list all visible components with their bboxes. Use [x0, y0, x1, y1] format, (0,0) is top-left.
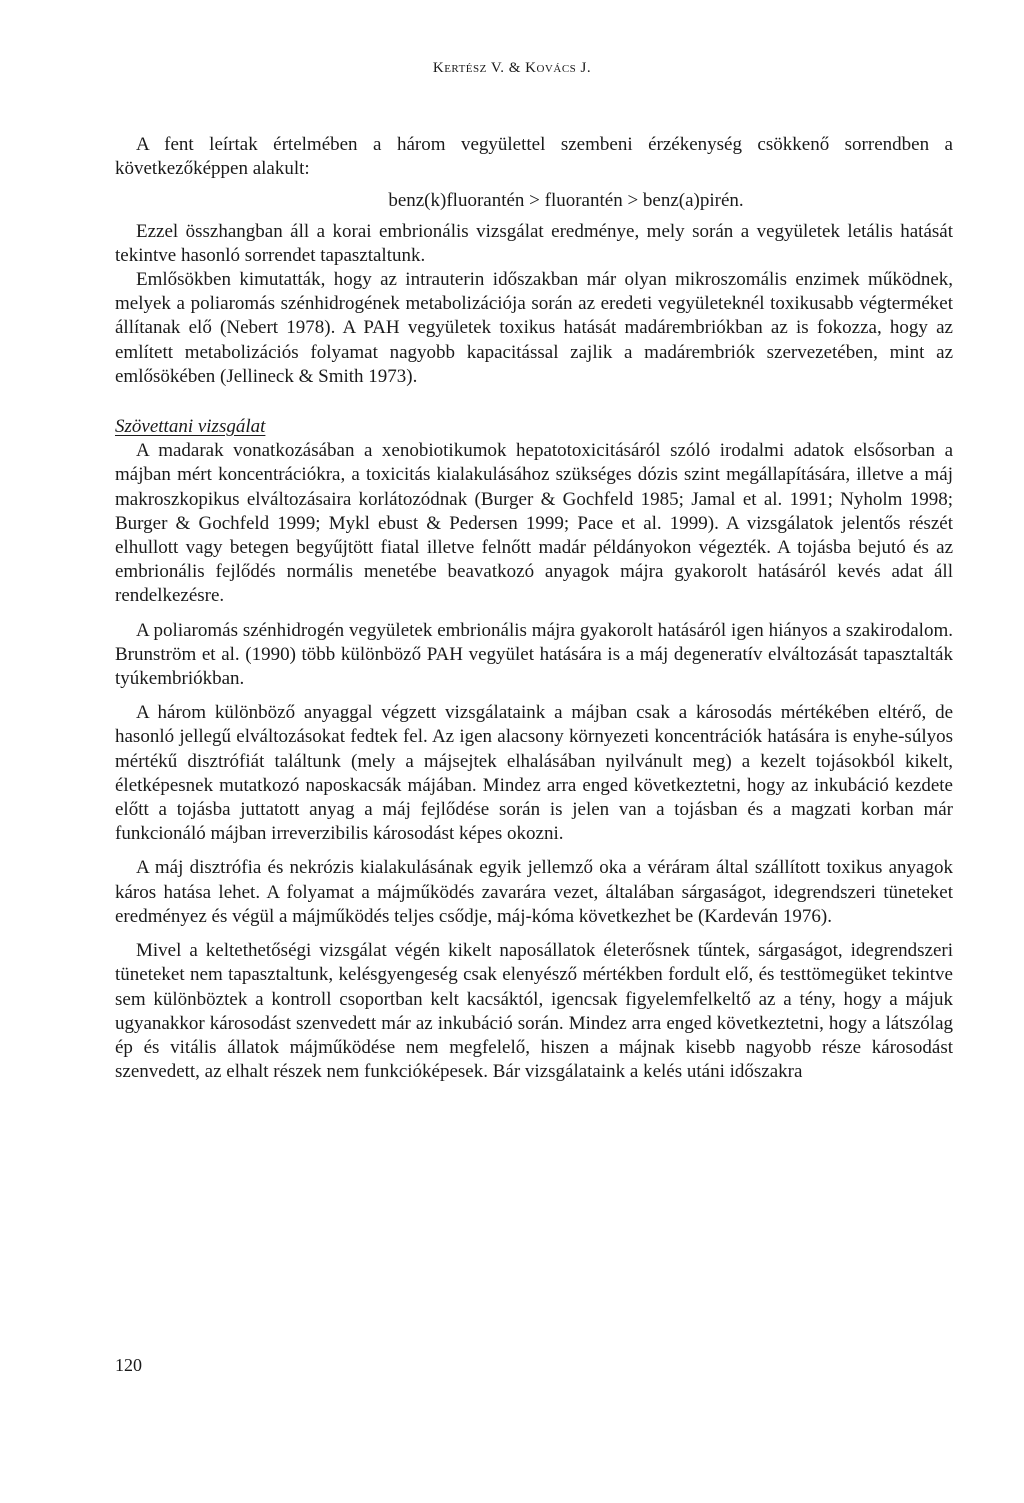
paragraph-embryonic-results: Ezzel összhangban áll a korai embrionális vizsgálat eredménye, mely során a vegyületek letális hatását tekintve hasonló sorrendet tapasztaltunk.: [115, 220, 953, 266]
paragraph-sensitivity-order: A fent leírtak értelmében a három vegyülettel szembeni érzékenység csökkenő sorrendben a következőképpen alakult:: [115, 134, 953, 180]
paragraph-own-results: A három különböző anyaggal végzett vizsgálataink a májban csak a károsodás mértékében eltérő, de hasonló jellegű elváltozásokat fedtek fel. Az igen alacsony környezeti koncentrációk hatására is enyhe-súlyos mértékű disztrófiát találtunk (mely a májsejtek elhalásában nyilvánult meg) a kezelt tojásokból kikelt, életképesnek mutatkozó naposkacsák májában. Mindez arra enged következtetni, hogy az inkubáció kezdete előtt a tojásba juttatott anyag a máj fejlődése során is jelen van a tojásban és a magzati korban már funkcionáló májban irreverzibilis károsodást képes okozni.: [115, 702, 953, 845]
page-number: 120: [115, 1355, 142, 1375]
paragraph-mammals: Emlősökben kimutatták, hogy az intrauterin időszakban már olyan mikroszomális enzimek működnek, melyek a poliaromás szénhidrogének metabolizációja során az eredeti vegyületeknél toxikusabb végterméket állítanak elő (Nebert 1978). A PAH vegyületek toxikus hatását madárembriókban az is fokozza, hogy az említett metabolizációs folyamat nagyobb kapacitással zajlik a madárembriók szervezetében, mint az emlősökében (Jellineck & Smith 1973).: [115, 269, 953, 387]
paragraph-hatchability: Mivel a keltethetőségi vizsgálat végén kikelt naposállatok életerősnek tűntek, sárgaságot, idegrendszeri tüneteket nem tapasztaltunk, kelésgyengeség csak elenyésző mértékben fordult elő, és testtömegüket tekintve sem különböztek a kontroll csoportban kelt kacsáktól, igencsak figyelemfelkeltő az a tény, hogy a májuk ugyanakkor károsodást szenvedett már az inkubáció során. Mindez arra enged következtetni, hogy a látszólag ép és vitális állatok májműködése nem megfelelő, hiszen a májnak kisebb nagyobb része károsodást szenvedett, az elhalt részek nem funkcióképesek. Bár vizsgálataink a kelés utáni időszakra: [115, 940, 953, 1083]
paragraph-pah-literature: A poliaromás szénhidrogén vegyületek embrionális májra gyakorolt hatásáról igen hiányos a szakirodalom. Brunström et al. (1990) több különböző PAH vegyület hatására is a máj degeneratív elváltozását tapasztalták tyúkembriókban.: [115, 619, 953, 690]
sensitivity-formula: benz(k)fluorantén > fluorantén > benz(a)pirén.: [388, 190, 744, 212]
body-text: [115, 133, 953, 1094]
paragraph-literature: A madarak vonatkozásában a xenobiotikumok hepatotoxicitásáról szóló irodalmi adatok elsősorban a májban mért koncentrációkra, a toxicitás kialakulásához szükséges dózis szint megállapítására, illetve a máj makroszkopikus elváltozásaira korlátozódnak (Burger & Gochfeld 1985; Jamal et al. 1991; Nyholm 1998; Burger & Gochfeld 1999; Mykl ebust & Pedersen 1999; Pace et al. 1999). A vizsgálatok jelentős részét elhullott vagy betegen begyűjtött fiatal illetve felnőtt madár példányokon végezték. A tojásba bejutó és az embrionális fejlődés normális menetébe beavatkozó anyagok májra gyakorolt hatásáról kevés adat áll rendelkezésre.: [115, 440, 953, 607]
running-header: Kertész V. & Kovács J.: [432, 60, 592, 76]
paragraph-liver-dystrophy: A máj disztrófia és nekrózis kialakulásának egyik jellemző oka a véráram által szállított toxikus anyagok káros hatása lehet. A folyamat a májműködés zavarára vezet, általában sárgaságot, idegrendszeri tüneteket eredményez és végül a májműködés teljes csődje, máj-kóma következhet be (Kardeván 1976).: [115, 857, 953, 927]
section-title: Szövettani vizsgálat: [115, 416, 266, 438]
